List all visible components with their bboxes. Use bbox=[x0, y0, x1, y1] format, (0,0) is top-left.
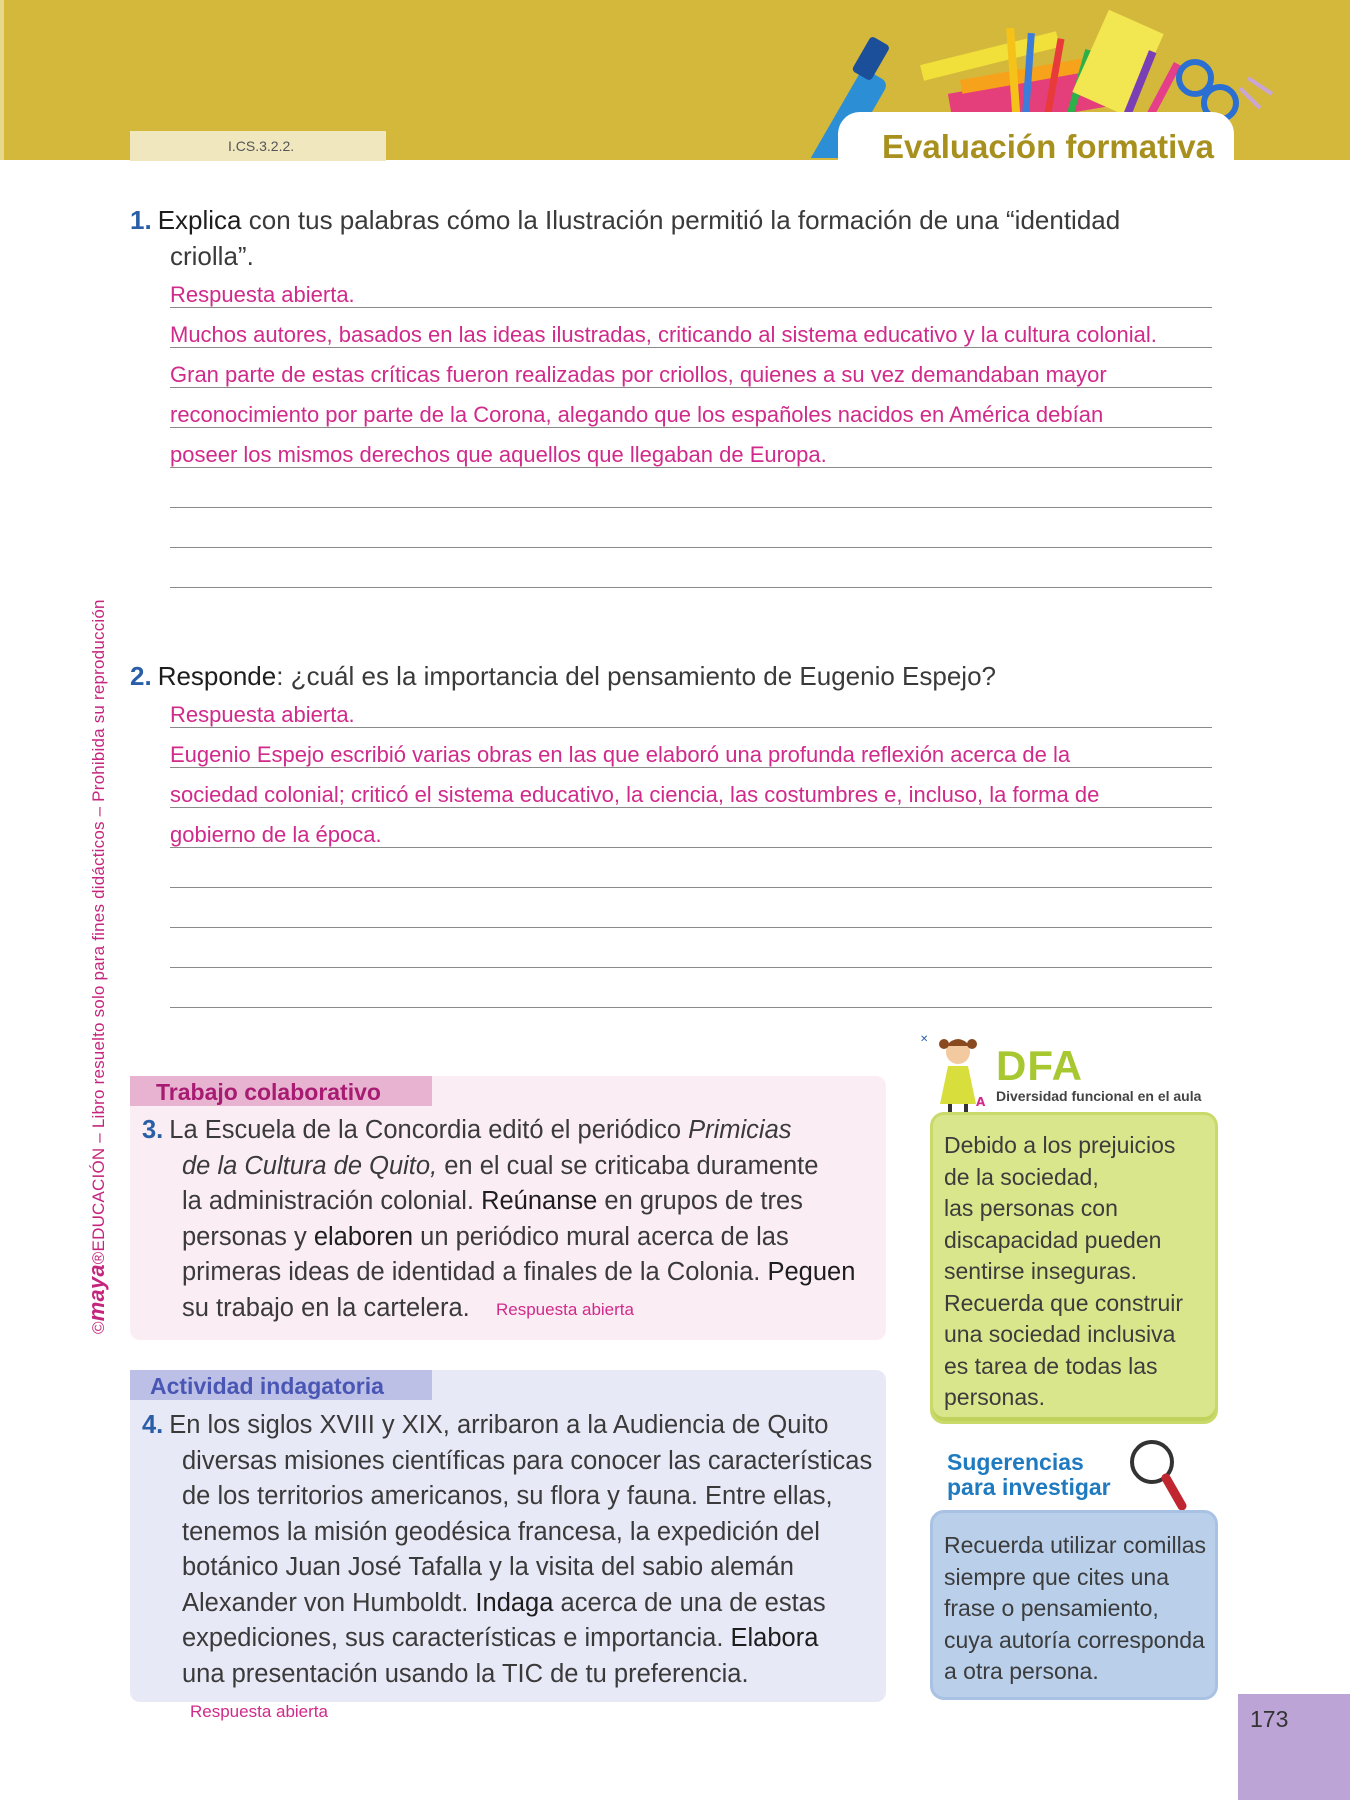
answer-line: Respuesta abierta. bbox=[170, 282, 355, 307]
writing-line bbox=[170, 967, 1212, 968]
text-span: personas y bbox=[182, 1222, 314, 1251]
page-title: Evaluación formativa bbox=[882, 128, 1214, 165]
text-span: botánico Juan José Tafalla y la visita del sabio alemán bbox=[182, 1553, 794, 1581]
newspaper-title: de la Cultura de Quito, bbox=[182, 1151, 438, 1180]
dfa-line: las personas con bbox=[944, 1195, 1118, 1221]
question-number: 1. bbox=[130, 205, 152, 235]
answer-line: gobierno de la época. bbox=[170, 822, 382, 847]
question-2 bbox=[130, 658, 1220, 694]
question-keyword: Responde bbox=[157, 661, 277, 691]
keyword: Peguen bbox=[767, 1258, 856, 1286]
writing-line bbox=[170, 307, 1212, 308]
question-1 bbox=[130, 202, 1220, 238]
keyword: Elabora bbox=[730, 1624, 819, 1652]
collaborative-work-label: Trabajo colaborativo bbox=[130, 1076, 432, 1106]
question-text: con tus palabras cómo la Ilustración permitió la formación de una “identidad bbox=[241, 205, 1121, 235]
dfa-line: es tarea de todas las bbox=[944, 1352, 1158, 1379]
dfa-line: Recuerda que construir bbox=[944, 1289, 1184, 1316]
question-keyword: Explica bbox=[157, 205, 242, 235]
copyright-text: EDUCACIÓN – Libro resuelto solo para fines didácticos – Prohibida su reproducción bbox=[89, 599, 108, 1252]
text-span: un periódico mural acerca de las bbox=[413, 1222, 789, 1251]
question-3 bbox=[142, 1113, 882, 1326]
text-span: su trabajo en la cartelera. bbox=[182, 1293, 470, 1322]
brand-logo: maya bbox=[84, 1264, 109, 1322]
text-span: diversas misiones científicas para conocer las características bbox=[182, 1446, 873, 1475]
writing-line bbox=[170, 887, 1212, 888]
text-span: En los siglos XVIII y XIX, arribaron a la Audiencia de Quito bbox=[169, 1411, 829, 1439]
text-span: acerca de una de estas bbox=[553, 1588, 826, 1617]
text-span: una presentación usando la TIC de tu preferencia. bbox=[182, 1659, 749, 1688]
dfa-line: discapacidad pueden bbox=[944, 1226, 1162, 1253]
keyword: Reúnanse bbox=[481, 1187, 598, 1215]
page-number: 173 bbox=[1250, 1706, 1289, 1732]
text-span: de los territorios americanos, su flora y fauna. Entre ellas, bbox=[182, 1482, 833, 1510]
writing-line bbox=[170, 727, 1212, 728]
text-span: la administración colonial. bbox=[182, 1187, 482, 1215]
answer-note: Respuesta abierta bbox=[190, 1702, 328, 1721]
keyword: Indaga bbox=[475, 1588, 554, 1617]
magnifying-glass-icon bbox=[1124, 1436, 1188, 1514]
inquiry-activity-label: Actividad indagatoria bbox=[130, 1370, 432, 1400]
writing-line bbox=[170, 587, 1212, 588]
suggestions-line: cuya autoría corresponda bbox=[944, 1626, 1205, 1653]
dfa-line: Debido a los prejuicios bbox=[944, 1132, 1176, 1158]
answer-line: Eugenio Espejo escribió varias obras en las que elaboró una profunda reflexión acerca de la bbox=[170, 742, 1071, 767]
svg-text:✕: ✕ bbox=[920, 1034, 929, 1045]
suggestions-title bbox=[947, 1450, 1111, 1500]
text-span: La Escuela de la Concordia editó el periódico bbox=[169, 1116, 689, 1144]
copyright-side-note: ©maya®EDUCACIÓN – Libro resuelto solo para fines didácticos – Prohibida su reproducción bbox=[84, 599, 109, 1334]
question-1-continuation: criolla”. bbox=[170, 241, 254, 271]
text-span: expediciones, sus características e importancia. bbox=[182, 1624, 731, 1652]
suggestions-line: frase o pensamiento, bbox=[944, 1595, 1159, 1621]
writing-line bbox=[170, 347, 1212, 348]
text-span: tenemos la misión geodésica francesa, la expedición del bbox=[182, 1517, 820, 1546]
curriculum-code: I.CS.3.2.2. bbox=[130, 131, 386, 161]
dfa-line: de la sociedad, bbox=[944, 1163, 1099, 1190]
suggestions-text bbox=[944, 1530, 1212, 1688]
question-number: 3. bbox=[142, 1116, 164, 1144]
answer-line: sociedad colonial; criticó el sistema educativo, la ciencia, las costumbres e, incluso, la forma de bbox=[170, 782, 1100, 807]
suggestions-line: siempre que cites una bbox=[944, 1563, 1170, 1590]
writing-line bbox=[170, 507, 1212, 508]
dfa-line: sentirse inseguras. bbox=[944, 1258, 1138, 1284]
answer-line: Gran parte de estas críticas fueron realizadas por criollos, quienes a su vez demandaban mayor bbox=[170, 362, 1107, 387]
writing-line bbox=[170, 927, 1212, 928]
girl-character-icon bbox=[918, 1032, 998, 1118]
dfa-line: personas. bbox=[944, 1384, 1046, 1410]
dfa-line: una sociedad inclusiva bbox=[944, 1321, 1176, 1347]
writing-line bbox=[170, 467, 1212, 468]
dfa-subtitle: Diversidad funcional en el aula bbox=[996, 1088, 1202, 1104]
question-4 bbox=[142, 1408, 882, 1692]
answer-line: Muchos autores, basados en las ideas ilustradas, criticando al sistema educativo y la cultura colonial. bbox=[170, 322, 1157, 347]
svg-text:A: A bbox=[976, 1095, 986, 1109]
text-span: primeras ideas de identidad a finales de la Colonia. bbox=[182, 1258, 768, 1286]
dfa-text bbox=[944, 1130, 1212, 1414]
writing-line bbox=[170, 847, 1212, 848]
answer-line: Respuesta abierta. bbox=[170, 702, 355, 727]
suggestions-title-line: Sugerencias bbox=[947, 1449, 1084, 1475]
text-span: en el cual se criticaba duramente bbox=[437, 1151, 819, 1180]
suggestions-title-line: para investigar bbox=[947, 1474, 1111, 1500]
writing-line bbox=[170, 767, 1212, 768]
keyword: elaboren bbox=[313, 1222, 414, 1251]
suggestions-line: a otra persona. bbox=[944, 1658, 1099, 1684]
suggestions-line: Recuerda utilizar comillas bbox=[944, 1532, 1207, 1558]
question-text: : ¿cuál es la importancia del pensamiento de Eugenio Espejo? bbox=[276, 661, 997, 691]
answer-line: poseer los mismos derechos que aquellos que llegaban de Europa. bbox=[170, 442, 827, 467]
question-number: 4. bbox=[142, 1411, 164, 1439]
answer-note: Respuesta abierta bbox=[496, 1300, 634, 1319]
text-span: Alexander von Humboldt. bbox=[182, 1588, 476, 1617]
writing-line bbox=[170, 1007, 1212, 1008]
answer-line: reconocimiento por parte de la Corona, alegando que los españoles nacidos en América debían bbox=[170, 402, 1104, 427]
writing-line bbox=[170, 387, 1212, 388]
question-number: 2. bbox=[130, 661, 152, 691]
text-span: en grupos de tres bbox=[597, 1187, 803, 1215]
writing-line bbox=[170, 547, 1212, 548]
newspaper-title: Primicias bbox=[688, 1116, 792, 1144]
writing-line bbox=[170, 807, 1212, 808]
writing-line bbox=[170, 427, 1212, 428]
dfa-title: DFA bbox=[996, 1042, 1083, 1089]
